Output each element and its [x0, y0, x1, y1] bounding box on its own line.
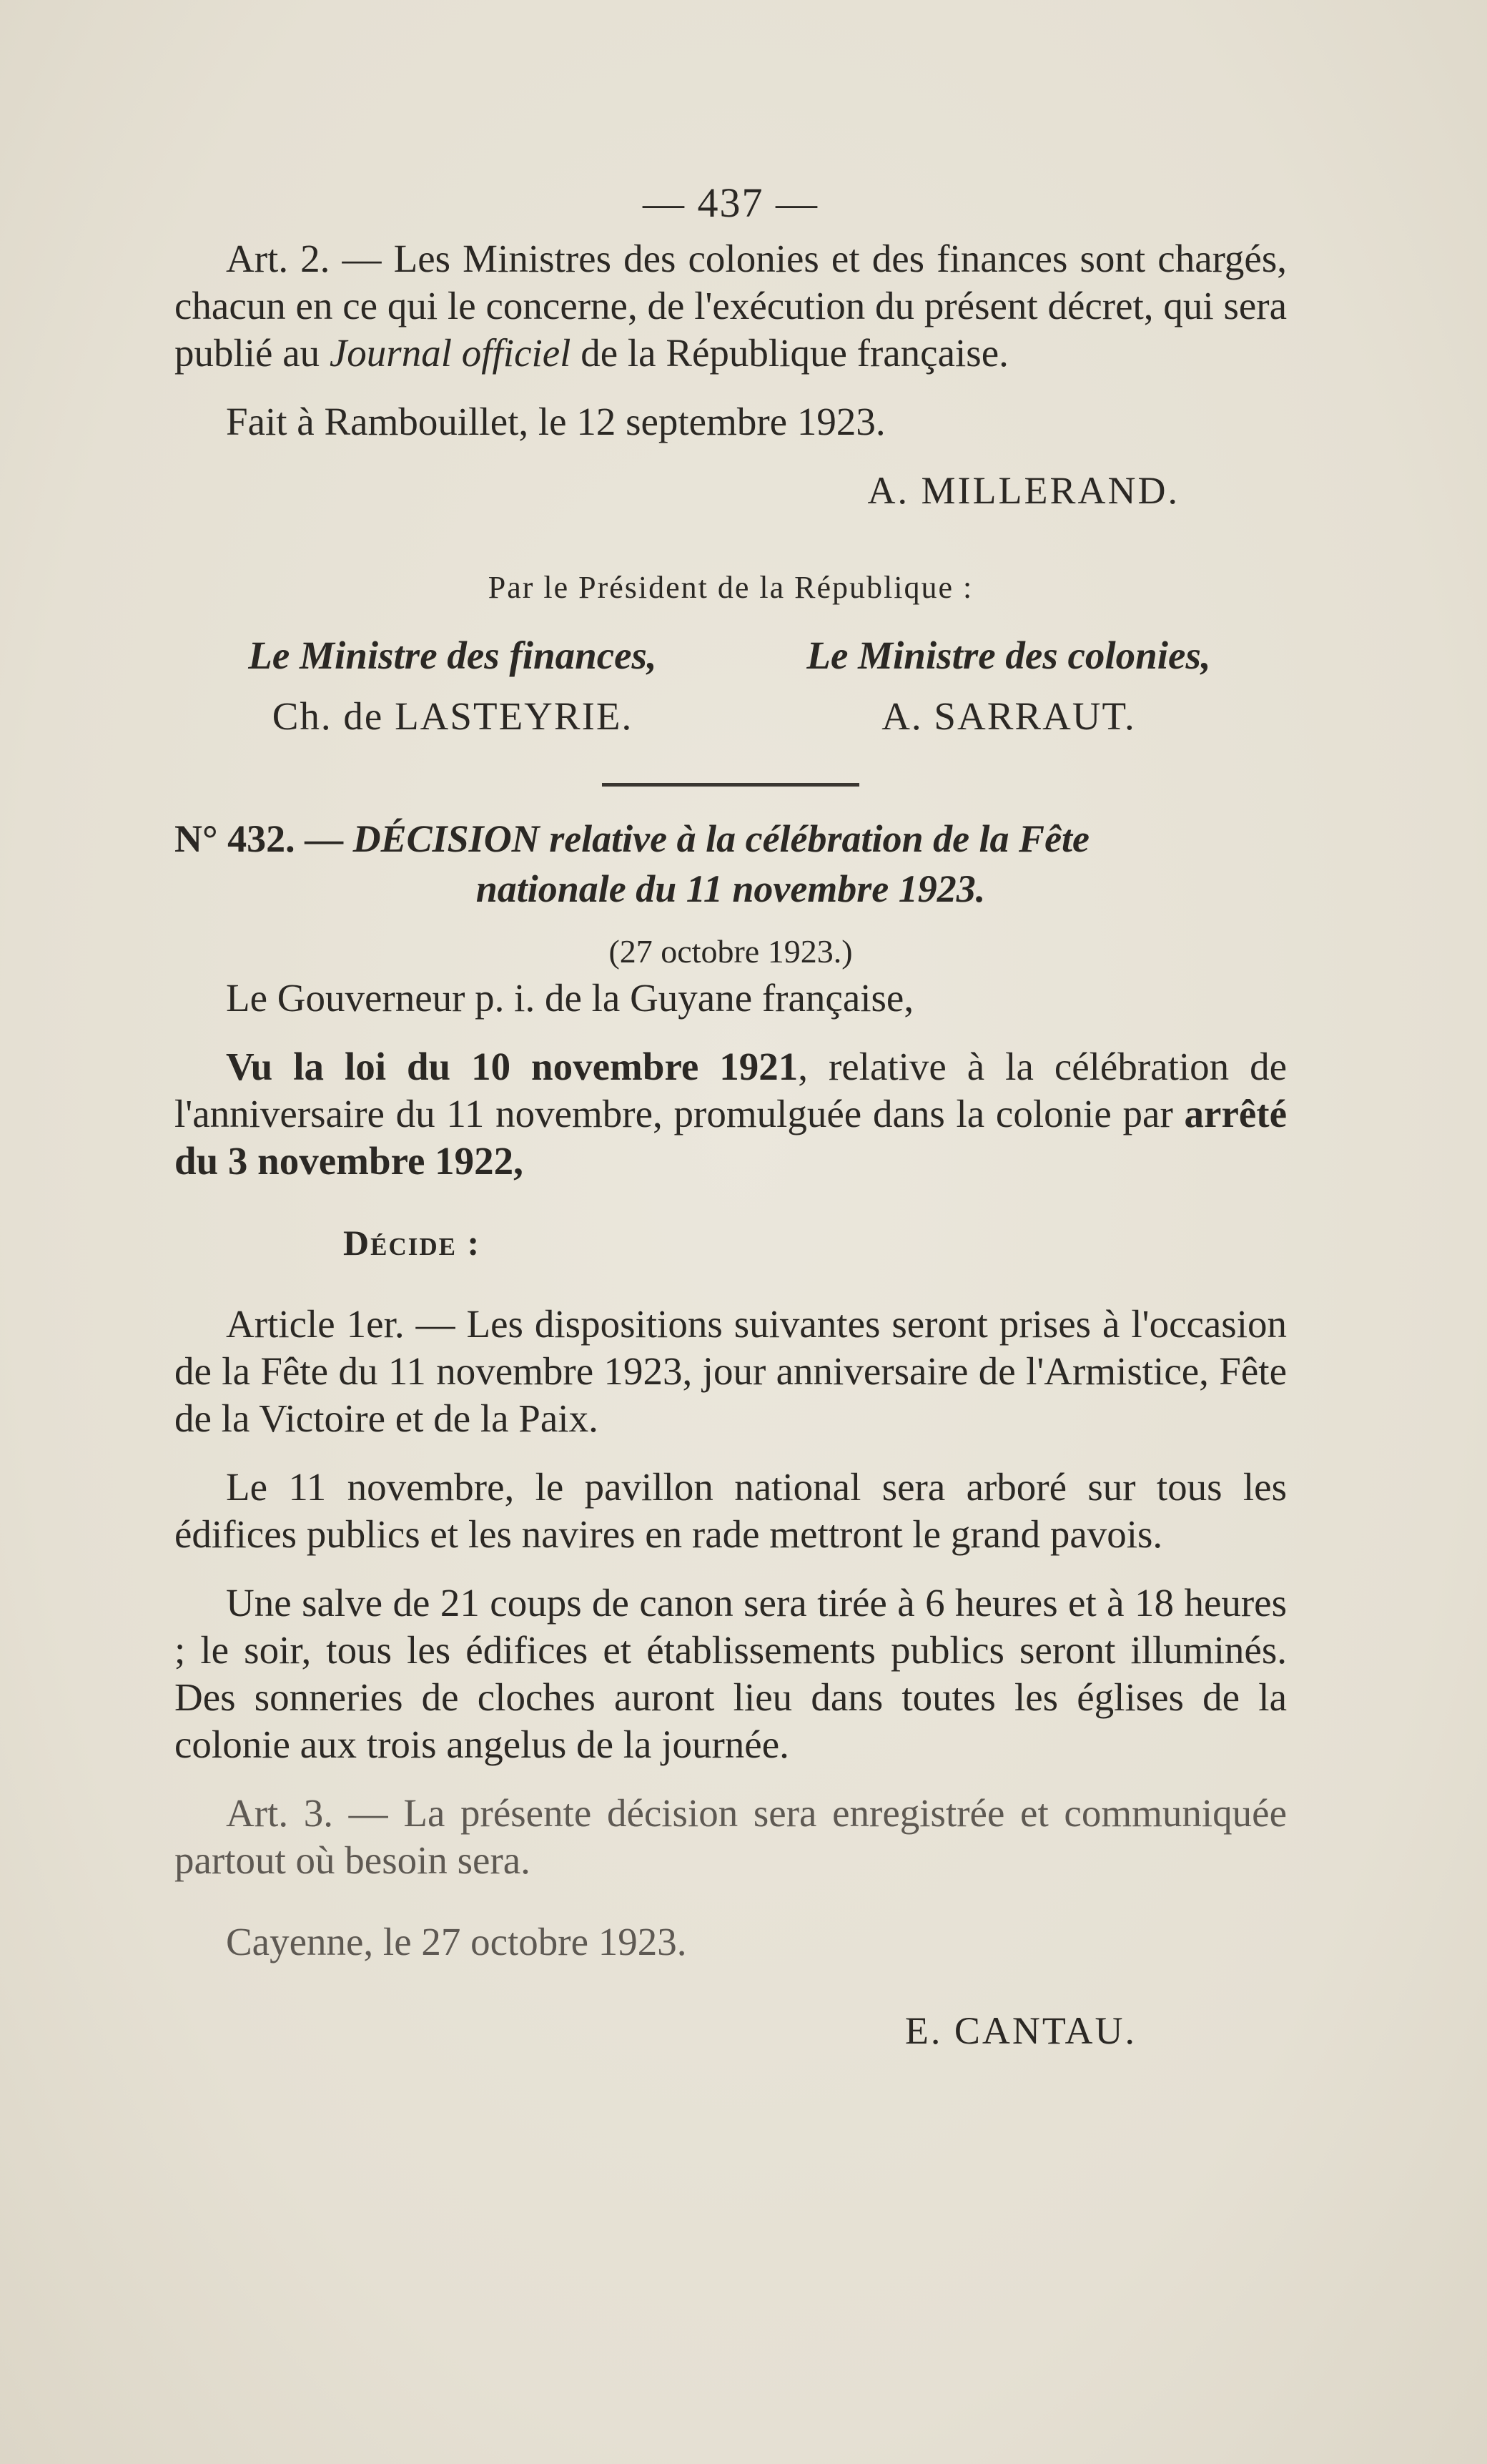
- fait-a-rambouillet: Fait à Rambouillet, le 12 septembre 1923.: [226, 400, 886, 443]
- article-2-text-end: de la République française.: [570, 331, 1009, 375]
- signature-millerand: A. MILLERAND.: [867, 469, 1180, 512]
- article-2-paragraph: [174, 235, 1287, 377]
- vu-rest: , relative à la célébration de l'anniversaire du 11 novembre, promulguée dans la colonie par: [174, 1045, 1287, 1135]
- article-3-paragraph: [174, 1790, 1287, 1884]
- signature-cantau: E. CANTAU.: [904, 2009, 1137, 2052]
- article-1-paragraph: [174, 1301, 1287, 1442]
- article-2-text: — Les Ministres des colonies et des finances sont chargés, chacun en ce qui le concerne, de l'exécution du présent décret, qui sera publié au: [174, 237, 1287, 375]
- article-2-label: Art. 2.: [226, 237, 330, 280]
- minister-colonies-name: A. SARRAUT.: [881, 694, 1136, 738]
- article-1-label: Article 1er.: [226, 1302, 405, 1346]
- pavillon-paragraph: Le 11 novembre, le pavillon national sera arboré sur tous les édifices publics et les navires en rade mettront le grand pavois.: [174, 1465, 1287, 1556]
- article-3-label: Art. 3.: [226, 1791, 333, 1835]
- page-number: — 437 —: [643, 179, 819, 226]
- journal-officiel: Journal officiel: [329, 331, 571, 375]
- decide-heading: Décide :: [343, 1223, 481, 1263]
- minister-colonies-title: Le Ministre des colonies,: [806, 634, 1211, 677]
- decision-heading: [174, 814, 1287, 914]
- ministers-titles: [174, 633, 1287, 678]
- vu-arrete: arrêté du 3 novembre 1922,: [174, 1092, 1287, 1183]
- article-1-text: — Les dispositions suivantes seront prises à l'occasion de la Fête du 11 novembre 1923, jour anniversaire de l'Armistice, Fête de la Victoire et de la Paix.: [174, 1302, 1287, 1440]
- ministers-names: [174, 694, 1287, 739]
- section-divider: [602, 783, 859, 787]
- gouverneur-line: Le Gouverneur p. i. de la Guyane française,: [226, 976, 914, 1020]
- par-le-president: Par le Président de la République :: [488, 570, 974, 605]
- page-content: [174, 179, 1287, 2054]
- decision-title-rest: relative à la célébration de la Fête: [539, 817, 1090, 860]
- decision-title-word: DÉCISION: [352, 817, 540, 860]
- vu-lead: Vu la loi du 10 novembre 1921: [226, 1045, 799, 1088]
- minister-finances-name: Ch. de LASTEYRIE.: [272, 694, 633, 738]
- decision-number: N° 432.: [174, 817, 295, 860]
- salve-paragraph: Une salve de 21 coups de canon sera tirée à 6 heures et à 18 heures ; le soir, tous les édifices et établissements publics seront illuminés. Des sonneries de cloches auront lieu dans toutes les églises de la colonie aux trois angelus de la journée.: [174, 1581, 1287, 1766]
- decision-date: (27 octobre 1923.): [608, 933, 853, 970]
- article-3-text: — La présente décision sera enregistrée et communiquée partout où besoin sera.: [174, 1791, 1287, 1882]
- minister-finances-title: Le Ministre des finances,: [248, 634, 657, 677]
- decision-dash: —: [295, 817, 353, 860]
- vu-paragraph: [174, 1043, 1287, 1185]
- decision-title-line2: nationale du 11 novembre 1923.: [475, 867, 986, 910]
- cayenne-date: Cayenne, le 27 octobre 1923.: [226, 1920, 687, 1963]
